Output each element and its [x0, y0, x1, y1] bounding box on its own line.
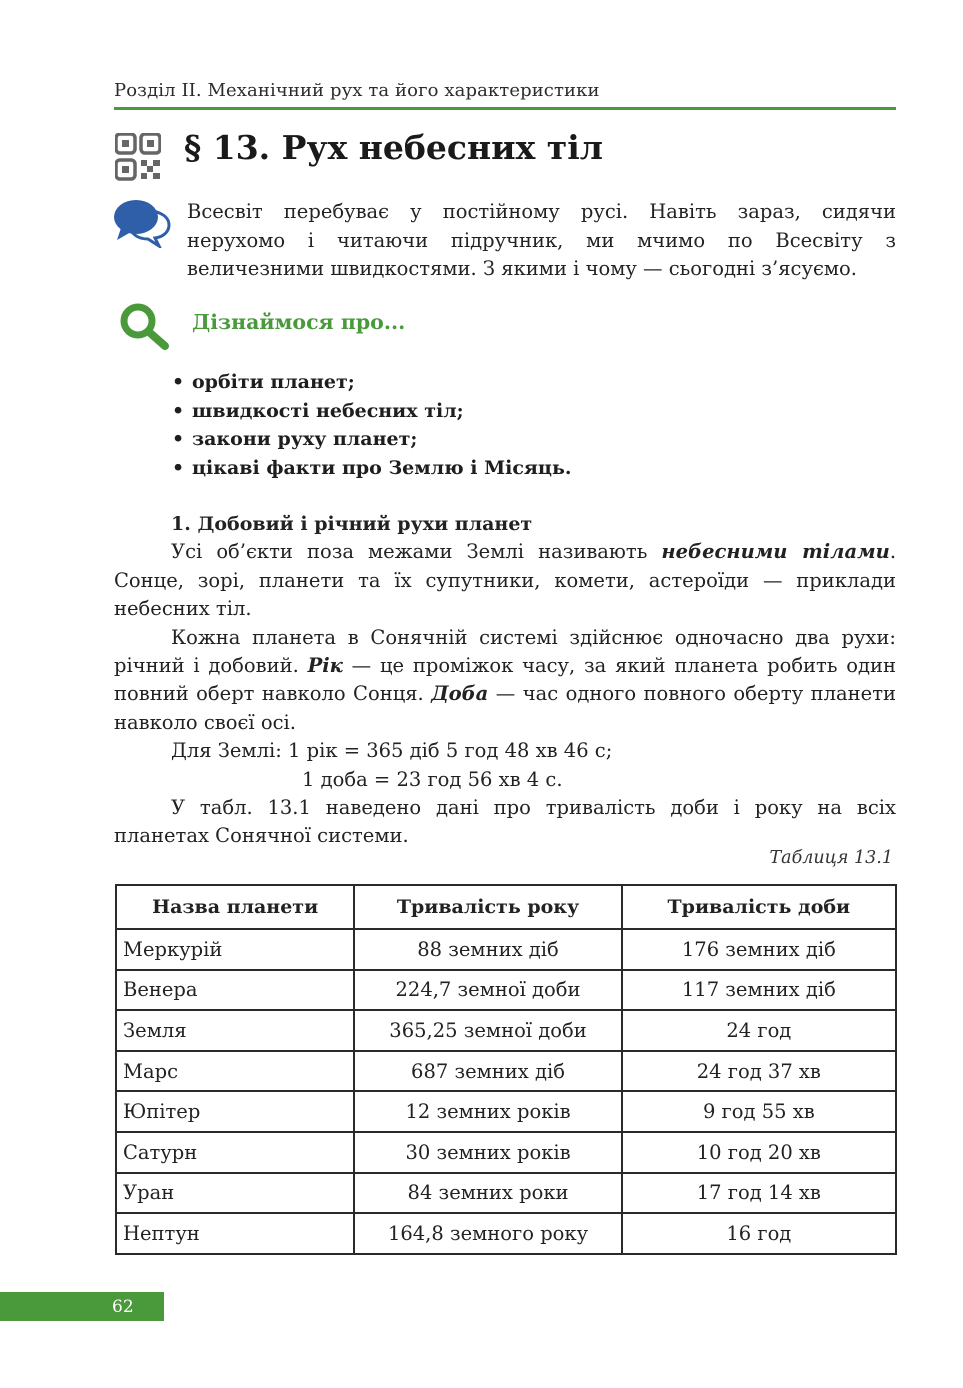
table-header-row — [116, 885, 896, 929]
table-row — [116, 1213, 896, 1254]
table-row — [116, 970, 896, 1011]
table-caption: Таблиця 13.1 — [769, 848, 893, 868]
list-item: • швидкості небесних тіл; — [172, 399, 464, 422]
day-length: 24 год — [622, 1010, 896, 1051]
day-length: 9 год 55 хв — [622, 1091, 896, 1132]
qr-code-icon — [115, 133, 161, 181]
term-celestial-bodies: небесними тілами — [661, 540, 890, 564]
list-item: • орбіти планет; — [172, 371, 355, 393]
planet-name: Марс — [116, 1051, 354, 1092]
year-length: 30 земних років — [354, 1132, 621, 1173]
planet-name: Венера — [116, 970, 354, 1011]
planet-name: Сатурн — [116, 1132, 354, 1173]
year-length: 84 земних роки — [354, 1173, 621, 1214]
planet-name: Меркурій — [116, 929, 354, 970]
planet-name: Юпітер — [116, 1091, 354, 1132]
header-rule — [114, 107, 896, 110]
subheading: 1. Добовий і річний рухи планет — [171, 513, 533, 535]
year-length: 224,7 земної доби — [354, 970, 621, 1011]
column-header: Назва планети — [116, 885, 354, 929]
day-length: 24 год 37 хв — [622, 1051, 896, 1092]
year-length: 365,25 земної доби — [354, 1010, 621, 1051]
formula-year: Для Землі: 1 рік = 365 діб 5 год 48 хв 46 с; — [171, 739, 613, 763]
day-length: 117 земних діб — [622, 970, 896, 1011]
planet-name: Уран — [116, 1173, 354, 1214]
table-row — [116, 1051, 896, 1092]
planets-table — [115, 884, 897, 1255]
running-title: Розділ ІІ. Механічний рух та його характеристики — [114, 80, 600, 101]
year-length: 12 земних років — [354, 1091, 621, 1132]
year-length: 88 земних діб — [354, 929, 621, 970]
day-length: 176 земних діб — [622, 929, 896, 970]
page-number: 62 — [0, 1292, 164, 1321]
body-text — [114, 510, 896, 851]
paragraph: Кожна планета в Сонячній системі здійснює одночасно два рухи: річний і добовий. Рік — це проміжок часу, за який планета робить один повний оберт навколо Сонця. Доба — час одного повного оберту планети навколо своєї осі. — [114, 625, 896, 734]
intro-paragraph: Всесвіт перебуває у постійному русі. Навіть зараз, сидячи нерухомо і читаючи підручник, ми мчимо по Всесвіту з величезними швидкостями. З якими і чому — сьогодні з’ясуємо. — [187, 200, 896, 280]
table-row — [116, 1132, 896, 1173]
paragraph: Усі об’єкти поза межами Землі називають небесними тілами. Сонце, зорі, планети та їх супутники, комети, астероїди — приклади небесних тіл. — [114, 540, 897, 621]
planet-name: Земля — [116, 1010, 354, 1051]
year-length: 164,8 земного року — [354, 1213, 621, 1254]
planet-name: Нептун — [116, 1213, 354, 1254]
magnifier-icon — [119, 302, 171, 350]
table-row — [116, 929, 896, 970]
term-day: Доба — [431, 682, 489, 706]
term-year: Рік — [307, 654, 343, 678]
table-row — [116, 1010, 896, 1051]
day-length: 16 год — [622, 1213, 896, 1254]
year-length: 687 земних діб — [354, 1051, 621, 1092]
column-header: Тривалість доби — [622, 885, 896, 929]
learn-list — [172, 368, 571, 483]
chat-bubbles-icon — [113, 198, 171, 248]
day-length: 10 год 20 хв — [622, 1132, 896, 1173]
section-title: § 13. Рух небесних тіл — [184, 128, 604, 167]
table-row — [116, 1173, 896, 1214]
formula-day: 1 доба = 23 год 56 хв 4 с. — [302, 767, 563, 791]
list-item: • цікаві факти про Землю і Місяць. — [172, 457, 572, 480]
list-item: • закони руху планет; — [172, 428, 418, 451]
table-row — [116, 1091, 896, 1132]
day-length: 17 год 14 хв — [622, 1173, 896, 1214]
paragraph: У табл. 13.1 наведено дані про тривалість доби і року на всіх планетах Сонячної системи. — [114, 796, 896, 848]
column-header: Тривалість року — [354, 885, 621, 929]
learn-heading: Дізнаймося про... — [192, 310, 406, 334]
